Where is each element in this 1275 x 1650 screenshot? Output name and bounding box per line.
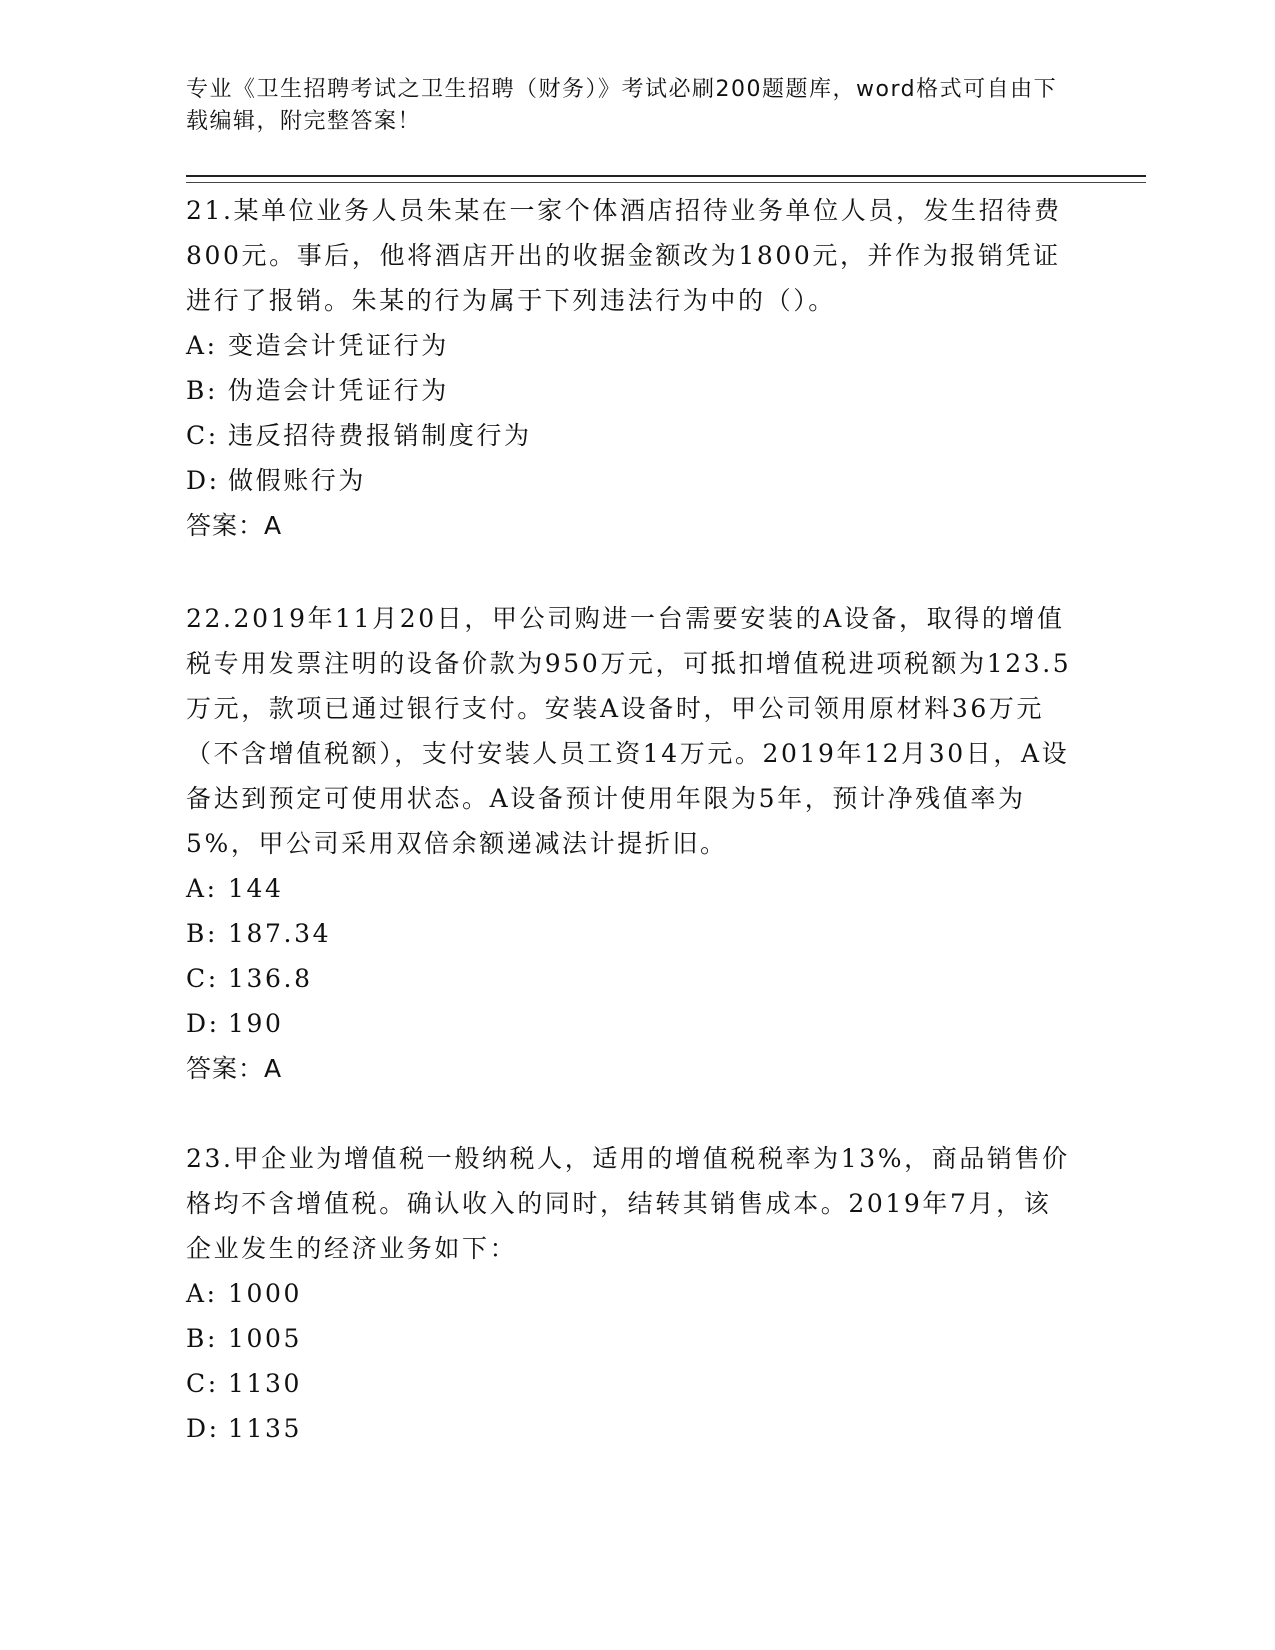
option-b xyxy=(186,911,1076,956)
option-text: 136.8 xyxy=(228,964,313,993)
option-c xyxy=(186,956,1076,1001)
option-c xyxy=(186,1361,1076,1406)
header-divider-thick xyxy=(186,175,1146,177)
option-label: D: xyxy=(186,1414,220,1443)
option-a xyxy=(186,323,1076,368)
option-text: 144 xyxy=(228,874,284,903)
header-divider-thin xyxy=(186,182,1146,183)
option-label: A: xyxy=(186,874,218,903)
option-text: 1005 xyxy=(228,1324,303,1353)
option-label: C: xyxy=(186,964,219,993)
option-text: 1135 xyxy=(228,1414,303,1443)
option-a xyxy=(186,1271,1076,1316)
option-label: B: xyxy=(186,919,218,948)
question-22 xyxy=(186,596,1076,1091)
option-label: B: xyxy=(186,1324,218,1353)
answer-line: 答案：A xyxy=(186,511,283,540)
question-text: 23.甲企业为增值税一般纳税人，适用的增值税税率为13%，商品销售价格均不含增值税。确认收入的同时，结转其销售成本。2019年7月，该企业发生的经济业务如下： xyxy=(186,1144,1070,1263)
question-text: 21.某单位业务人员朱某在一家个体酒店招待业务单位人员，发生招待费800元。事后，他将酒店开出的收据金额改为1800元，并作为报销凭证进行了报销。朱某的行为属于下列违法行为中的（）。 xyxy=(186,196,1062,315)
question-23 xyxy=(186,1136,1076,1451)
question-21 xyxy=(186,188,1076,548)
option-label: C: xyxy=(186,1369,219,1398)
question-text: 22.2019年11月20日，甲公司购进一台需要安装的A设备，取得的增值税专用发票注明的设备价款为950万元，可抵扣增值税进项税额为123.5万元，款项已通过银行支付。安装A设备时，甲公司领用原材料36万元（不含增值税额），支付安装人员工资14万元。2019年12月30日，A设备达到预定可使用状态。A设备预计使用年限为5年，预计净残值率为5%，甲公司采用双倍余额递减法计提折旧。 xyxy=(186,604,1072,858)
option-label: A: xyxy=(186,331,218,360)
option-label: B: xyxy=(186,376,218,405)
option-label: D: xyxy=(186,466,220,495)
option-b xyxy=(186,1316,1076,1361)
option-label: D: xyxy=(186,1009,220,1038)
option-text: 变造会计凭证行为 xyxy=(228,331,449,360)
option-text: 187.34 xyxy=(228,919,332,948)
option-label: A: xyxy=(186,1279,218,1308)
option-text: 做假账行为 xyxy=(228,466,367,495)
option-c xyxy=(186,413,1076,458)
option-text: 违反招待费报销制度行为 xyxy=(228,421,532,450)
option-d xyxy=(186,1001,1076,1046)
option-text: 1130 xyxy=(228,1369,303,1398)
option-d xyxy=(186,1406,1076,1451)
option-text: 1000 xyxy=(228,1279,303,1308)
option-label: C: xyxy=(186,421,219,450)
answer-line: 答案：A xyxy=(186,1054,283,1083)
option-b xyxy=(186,368,1076,413)
option-text: 190 xyxy=(228,1009,284,1038)
option-a xyxy=(186,866,1076,911)
option-d xyxy=(186,458,1076,503)
option-text: 伪造会计凭证行为 xyxy=(228,376,449,405)
document-header: 专业《卫生招聘考试之卫生招聘（财务）》考试必刷200题题库，word格式可自由下载编辑，附完整答案！ xyxy=(186,77,1058,134)
